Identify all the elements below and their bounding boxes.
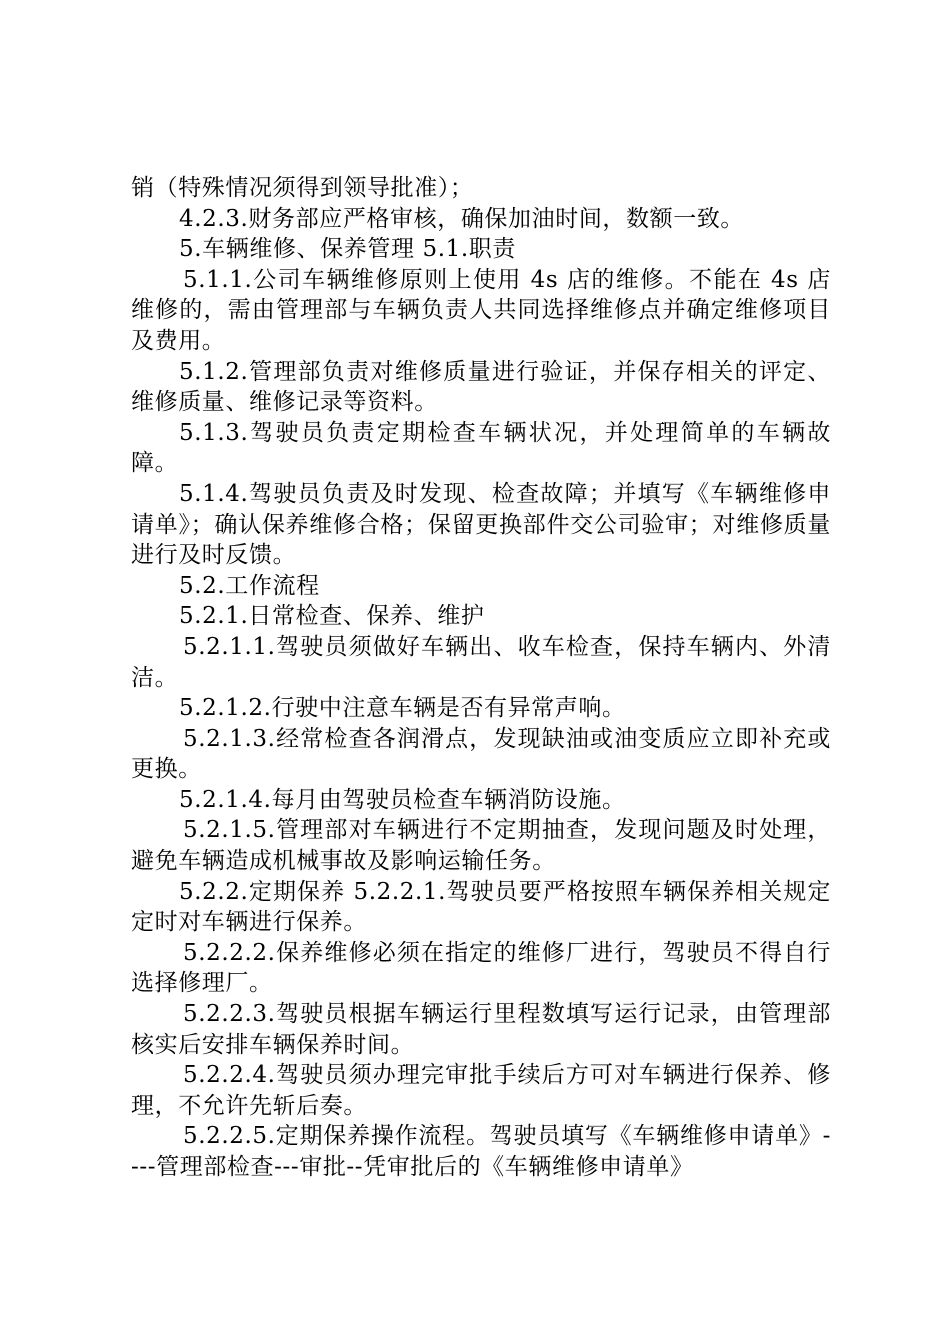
paragraph-5-2-1-2: 5.2.1.2.行驶中注意车辆是否有异常声响。 [179,695,626,722]
paragraph-4-2-3: 4.2.3.财务部应严格审核，确保加油时间，数额一致。 [179,205,745,232]
paragraph-5-2-1-1: 5.2.1.1.驾驶员须做好车辆出、收车检查，保持车辆内、外清洁。 [131,633,831,691]
paragraph-5-1-3: 5.1.3.驾驶员负责定期检查车辆状况，并处理简单的车辆故障。 [131,419,831,477]
paragraph-5-1-2: 5.1.2.管理部负责对维修质量进行验证，并保存相关的评定、维修质量、维修记录等资料。 [131,358,831,416]
section-heading-5: 5.车辆维修、保养管理 5.1.职责 [179,236,516,263]
paragraph-5-2-2-3: 5.2.2.3.驾驶员根据车辆运行里程数填写运行记录，由管理部核实后安排车辆保养时间。 [131,1001,831,1058]
paragraph-5-2: 5.2.工作流程 [179,572,320,599]
document-body [131,173,831,1183]
paragraph-5-2-1-4: 5.2.1.4.每月由驾驶员检查车辆消防设施。 [179,786,626,813]
paragraph-5-2-2-2: 5.2.2.2.保养维修必须在指定的维修厂进行，驾驶员不得自行选择修理厂。 [131,939,831,997]
paragraph-continuation: 销（特殊情况须得到领导批准）； [131,175,474,201]
paragraph-5-2-1-3: 5.2.1.3.经常检查各润滑点，发现缺油或油变质应立即补充或更换。 [131,725,831,783]
paragraph-5-1-4: 5.1.4.驾驶员负责及时发现、检查故障；并填写《车辆维修申请单》；确认保养维修合格；保留更换部件交公司验审；对维修质量进行及时反馈。 [131,480,831,569]
paragraph-5-1-1: 5.1.1.公司车辆维修原则上使用 4s 店的维修。不能在 4s 店维修的，需由管理部与车辆负责人共同选择维修点并确定维修项目及费用。 [131,266,831,354]
paragraph-5-2-2: 5.2.2.定期保养 5.2.2.1.驾驶员要严格按照车辆保养相关规定定时对车辆进行保养。 [131,878,831,936]
paragraph-5-2-2-4: 5.2.2.4.驾驶员须办理完审批手续后方可对车辆进行保养、修理，不允许先斩后奏。 [131,1062,831,1119]
paragraph-5-2-1-5: 5.2.1.5.管理部对车辆进行不定期抽查，发现问题及时处理，避免车辆造成机械事故及影响运输任务。 [131,817,831,875]
paragraph-5-2-2-5: 5.2.2.5.定期保养操作流程。驾驶员填写《车辆维修申请单》----管理部检查---审批--凭审批后的《车辆维修申请单》 [131,1123,831,1180]
paragraph-5-2-1: 5.2.1.日常检查、保养、维护 [179,603,485,630]
